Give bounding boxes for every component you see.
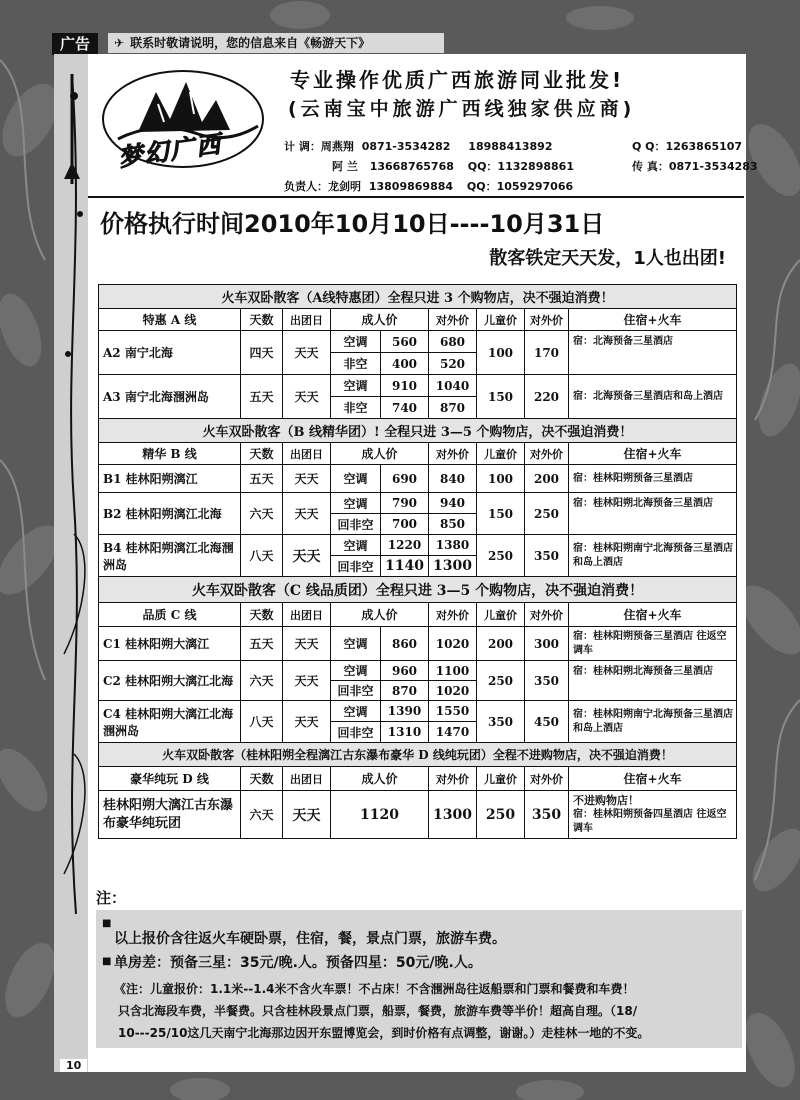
child-price: 250 (477, 535, 525, 577)
days: 五天 (241, 627, 283, 661)
adult-price: 560 (381, 331, 429, 353)
col-hotel: 住宿+火车 (569, 603, 737, 627)
col-days: 天数 (241, 767, 283, 791)
days: 五天 (241, 465, 283, 493)
header (88, 56, 758, 196)
table-row-b1 (99, 465, 737, 493)
col-child: 儿童价 (477, 443, 525, 465)
col-line: 品质 C 线 (99, 603, 241, 627)
train-type: 非空 (331, 353, 381, 375)
days: 六天 (241, 791, 283, 839)
ext-price: 850 (429, 514, 477, 535)
section-c-header-row (99, 603, 737, 627)
ext-price: 1300 (429, 556, 477, 577)
ext-price: 1020 (429, 627, 477, 661)
col-child-ext: 对外价 (525, 603, 569, 627)
child-price: 100 (477, 465, 525, 493)
contact-line-2: 阿 兰 13668765768 QQ：1132898861 (332, 160, 574, 173)
footer-edition: 云南版 (129, 1059, 163, 1072)
ad-tag: 广告 (52, 33, 98, 55)
section-a-header-row (99, 309, 737, 331)
adult-price: 690 (381, 465, 429, 493)
header-divider (88, 196, 744, 198)
days: 四天 (241, 331, 283, 375)
adult-price: 1310 (381, 722, 429, 743)
child-price: 200 (477, 627, 525, 661)
col-days: 天数 (241, 603, 283, 627)
contact-line-3: 负责人：龙剑明 13809869884 QQ：1059297066 (284, 180, 574, 193)
ext-price: 870 (429, 397, 477, 419)
days: 八天 (241, 535, 283, 577)
col-child: 儿童价 (477, 767, 525, 791)
table-row-b4 (99, 535, 737, 556)
train-type: 回非空 (331, 722, 381, 743)
note-5: 10---25/10这几天南宁北海那边因开东盟博览会，到时价格有点调整，谢谢。）走桂林一地的不变。 (118, 1026, 650, 1040)
child-ext-price: 170 (525, 331, 569, 375)
col-adult: 成人价 (331, 309, 429, 331)
train-type: 回非空 (331, 681, 381, 701)
table-row-a2 (99, 331, 737, 353)
ext-price: 940 (429, 493, 477, 514)
hotel-info: 宿：北海预备三星酒店 (569, 331, 737, 375)
hotel-info: 宿：桂林阳朔预备三星酒店 往返空调车 (569, 627, 737, 661)
adult-price: 1120 (331, 791, 429, 839)
ext-price: 1550 (429, 701, 477, 722)
col-dep: 出团日 (283, 309, 331, 331)
route-name: A2 南宁北海 (99, 331, 241, 375)
ext-price: 680 (429, 331, 477, 353)
child-ext-price: 300 (525, 627, 569, 661)
table-row-c4 (99, 701, 737, 722)
daily-departure: 散客铁定天天发，1人也出团! (489, 248, 726, 269)
table-row-c1 (99, 627, 737, 661)
adult-price: 1140 (381, 556, 429, 577)
bird-icon: ✈ (114, 36, 125, 50)
col-child-ext: 对外价 (525, 443, 569, 465)
bullet-icon: ■ (102, 956, 112, 967)
train-type: 空调 (331, 493, 381, 514)
adult-price: 960 (381, 661, 429, 681)
table-row-d (99, 791, 737, 839)
child-ext-price: 450 (525, 701, 569, 743)
route-name: C1 桂林阳朔大漓江 (99, 627, 241, 661)
child-price: 100 (477, 331, 525, 375)
col-adult: 成人价 (331, 767, 429, 791)
footer-site[interactable]: 欢迎浏览电子版 www.zyoo.net (172, 1059, 341, 1072)
note-4: 只含北海段车费，半餐费。只含桂林段景点门票，船票，餐费，旅游车费等半价！超高自理。（18/ (118, 1004, 638, 1018)
adult-price: 860 (381, 627, 429, 661)
adult-price: 910 (381, 375, 429, 397)
train-type: 空调 (331, 701, 381, 722)
col-line: 精华 B 线 (99, 443, 241, 465)
col-child: 儿童价 (477, 603, 525, 627)
bullet-icon: ■ (102, 918, 112, 929)
child-price: 250 (477, 661, 525, 701)
slogan-sub: (云南宝中旅游广西线独家供应商) (288, 98, 636, 120)
col-child-ext: 对外价 (525, 767, 569, 791)
train-type: 空调 (331, 331, 381, 353)
table-row-b2 (99, 493, 737, 514)
col-dep: 出团日 (283, 603, 331, 627)
train-type: 空调 (331, 627, 381, 661)
section-d-title-row (99, 743, 737, 767)
section-d-header-row (99, 767, 737, 791)
adult-price: 1390 (381, 701, 429, 722)
hotel-info: 宿：北海预备三星酒店和岛上酒店 (569, 375, 737, 419)
route-name: 桂林阳朔大漓江古东瀑布豪华纯玩团 (99, 791, 241, 839)
dep: 天天 (283, 701, 331, 743)
contact-qq-1: Q Q：1263865107 (632, 140, 743, 153)
footer-region: 国内 (97, 1059, 120, 1072)
section-a-title-row (99, 285, 737, 309)
train-type: 空调 (331, 375, 381, 397)
child-price: 250 (477, 791, 525, 839)
dep: 天天 (283, 375, 331, 419)
source-notice (108, 33, 444, 53)
ext-price: 520 (429, 353, 477, 375)
hotel-info: 宿：桂林阳朔预备三星酒店 (569, 465, 737, 493)
ext-price: 1020 (429, 681, 477, 701)
route-name: B2 桂林阳朔漓江北海 (99, 493, 241, 535)
ext-price: 840 (429, 465, 477, 493)
hotel-info (569, 791, 737, 839)
col-dep: 出团日 (283, 767, 331, 791)
col-line: 豪华纯玩 D 线 (99, 767, 241, 791)
col-days: 天数 (241, 443, 283, 465)
dep: 天天 (283, 791, 331, 839)
col-ext: 对外价 (429, 767, 477, 791)
dep: 天天 (283, 493, 331, 535)
ext-price: 1470 (429, 722, 477, 743)
section-a-title: 火车双卧散客（A线特惠团）全程只进 3 个购物店，决不强迫消费！ (99, 285, 737, 309)
dep: 天天 (283, 535, 331, 577)
adult-price: 790 (381, 493, 429, 514)
col-dep: 出团日 (283, 443, 331, 465)
adult-price: 870 (381, 681, 429, 701)
train-type: 空调 (331, 661, 381, 681)
days: 八天 (241, 701, 283, 743)
days: 五天 (241, 375, 283, 419)
notes-label: 注： (96, 889, 127, 907)
section-b-title-row (99, 419, 737, 443)
slogan-main: 专业操作优质广西旅游同业批发! (290, 68, 625, 92)
train-type: 空调 (331, 465, 381, 493)
section-c-title: 火车双卧散客（C 线品质团）全程只进 3—5 个购物店，决不强迫消费！ (99, 577, 737, 603)
page-number: 10 (60, 1059, 87, 1072)
ext-price: 1040 (429, 375, 477, 397)
table-row-c2 (99, 661, 737, 681)
hotel-title: 不进购物店！ (573, 793, 639, 807)
contact-line-1: 计 调：周燕翔 0871-3534282 18988413892 (284, 140, 553, 153)
note-1: 以上报价含往返火车硬卧票，住宿，餐，景点门票，旅游车费。 (114, 931, 506, 947)
route-name: B1 桂林阳朔漓江 (99, 465, 241, 493)
adult-price: 700 (381, 514, 429, 535)
child-ext-price: 350 (525, 791, 569, 839)
hotel-text: 宿：桂林阳朔预备四星酒店 往返空调车 (573, 808, 727, 834)
hotel-info: 宿：桂林阳朔北海预备三星酒店 (569, 661, 737, 701)
adult-price: 400 (381, 353, 429, 375)
col-ext: 对外价 (429, 309, 477, 331)
child-ext-price: 350 (525, 535, 569, 577)
col-days: 天数 (241, 309, 283, 331)
route-name: A3 南宁北海涠洲岛 (99, 375, 241, 419)
col-child-ext: 对外价 (525, 309, 569, 331)
days: 六天 (241, 493, 283, 535)
contact-fax: 传 真：0871-3534283 (632, 160, 758, 173)
col-hotel: 住宿+火车 (569, 309, 737, 331)
footer (54, 1052, 746, 1078)
route-name: C2 桂林阳朔大漓江北海 (99, 661, 241, 701)
train-type: 非空 (331, 397, 381, 419)
source-notice-text: 联系时敬请说明，您的信息来自《畅游天下》 (130, 36, 371, 50)
hotel-info: 宿：桂林阳朔北海预备三星酒店 (569, 493, 737, 535)
col-child: 儿童价 (477, 309, 525, 331)
ext-price: 1380 (429, 535, 477, 556)
col-adult: 成人价 (331, 443, 429, 465)
col-ext: 对外价 (429, 603, 477, 627)
table-row-a3 (99, 375, 737, 397)
col-line: 特惠 A 线 (99, 309, 241, 331)
hotel-info: 宿：桂林阳朔南宁北海预备三星酒店和岛上酒店 (569, 535, 737, 577)
col-hotel: 住宿+火车 (569, 443, 737, 465)
section-b-title: 火车双卧散客（B 线精华团）! 全程只进 3—5 个购物店，决不强迫消费！ (99, 419, 737, 443)
price-period: 价格执行时间2010年10月10日----10月31日 (100, 210, 605, 238)
child-ext-price: 350 (525, 661, 569, 701)
dep: 天天 (283, 627, 331, 661)
child-ext-price: 250 (525, 493, 569, 535)
note-3: 《注：儿童报价：1.1米--1.4米不含火车票！不占床！不含涠洲岛往返船票和门票和餐费和车费！ (114, 982, 635, 996)
child-price: 350 (477, 701, 525, 743)
hotel-info: 宿：桂林阳朔南宁北海预备三星酒店和岛上酒店 (569, 701, 737, 743)
note-2: 单房差：预备三星：35元/晚.人。预备四星：50元/晚.人。 (114, 955, 482, 971)
dep: 天天 (283, 661, 331, 701)
section-d-title: 火车双卧散客（桂林阳朔全程漓江古东瀑布豪华 D 线纯玩团）全程不进购物店，决不强迫消费！ (99, 743, 737, 767)
adult-price: 1220 (381, 535, 429, 556)
section-b-header-row (99, 443, 737, 465)
ext-price: 1300 (429, 791, 477, 839)
adult-price: 740 (381, 397, 429, 419)
dep: 天天 (283, 331, 331, 375)
route-name: B4 桂林阳朔漓江北海涠洲岛 (99, 535, 241, 577)
notes-box (96, 910, 742, 1048)
col-hotel: 住宿+火车 (569, 767, 737, 791)
train-type: 空调 (331, 535, 381, 556)
route-name: C4 桂林阳朔大漓江北海涠洲岛 (99, 701, 241, 743)
col-ext: 对外价 (429, 443, 477, 465)
section-c-title-row (99, 577, 737, 603)
train-type: 回非空 (331, 514, 381, 535)
train-type: 回非空 (331, 556, 381, 577)
ext-price: 1100 (429, 661, 477, 681)
child-ext-price: 200 (525, 465, 569, 493)
col-adult: 成人价 (331, 603, 429, 627)
price-table (98, 284, 737, 839)
price-table-box (98, 284, 740, 884)
child-price: 150 (477, 493, 525, 535)
logo-text: 梦幻广西 (116, 129, 224, 173)
days: 六天 (241, 661, 283, 701)
child-price: 150 (477, 375, 525, 419)
dep: 天天 (283, 465, 331, 493)
child-ext-price: 220 (525, 375, 569, 419)
